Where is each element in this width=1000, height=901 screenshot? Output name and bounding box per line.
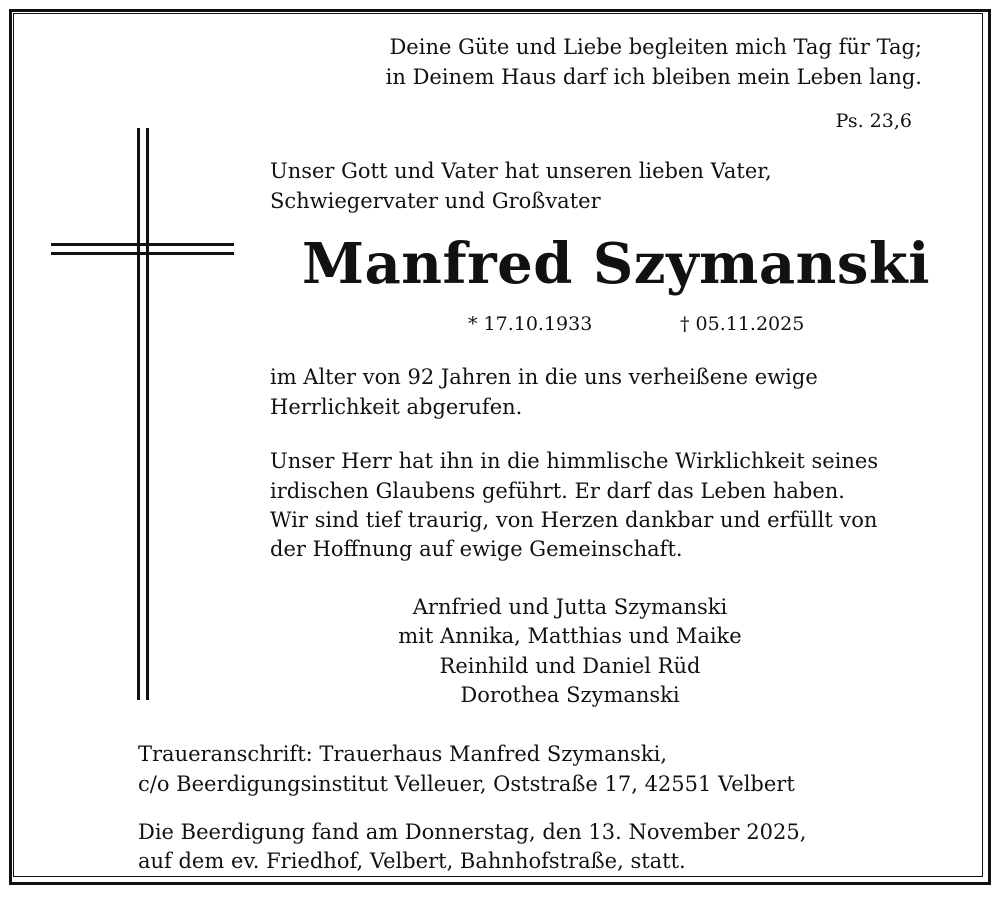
psalm-line-1: Deine Güte und Liebe begleiten mich Tag für Tag; bbox=[389, 35, 922, 59]
intro-line-1: Unser Gott und Vater hat unseren lieben Vater, bbox=[270, 159, 772, 183]
psalm-line-2: in Deinem Haus darf ich bleiben mein Leben lang. bbox=[385, 65, 922, 89]
cross-horizontal-beam bbox=[51, 243, 234, 255]
mourner-line: Arnfried und Jutta Szymanski bbox=[412, 595, 728, 619]
cross-vertical-beam bbox=[137, 128, 149, 700]
faith-text-line-2: irdischen Glaubens geführt. Er darf das Leben haben. bbox=[270, 479, 845, 503]
mourner-line: mit Annika, Matthias und Maike bbox=[398, 624, 742, 648]
death-date: † 05.11.2025 bbox=[680, 313, 805, 335]
faith-text-line-4: der Hoffnung auf ewige Gemeinschaft. bbox=[270, 537, 683, 561]
birth-date: * 17.10.1933 bbox=[468, 313, 593, 335]
faith-text-line-1: Unser Herr hat ihn in die himmlische Wirklichkeit seines bbox=[270, 449, 879, 473]
psalm-reference: Ps. 23,6 bbox=[835, 110, 912, 132]
funeral-line-2: auf dem ev. Friedhof, Velbert, Bahnhofstraße, statt. bbox=[138, 849, 686, 873]
mourner-line: Reinhild und Daniel Rüd bbox=[439, 654, 701, 678]
deceased-name: Manfred Szymanski bbox=[302, 231, 930, 297]
faith-text-line-3: Wir sind tief traurig, von Herzen dankbar und erfüllt von bbox=[270, 508, 878, 532]
intro-line-2: Schwiegervater und Großvater bbox=[270, 189, 601, 213]
age-text-line-1: im Alter von 92 Jahren in die uns verheißene ewige bbox=[270, 365, 818, 389]
funeral-line-1: Die Beerdigung fand am Donnerstag, den 13. November 2025, bbox=[138, 820, 807, 844]
mourner-line: Dorothea Szymanski bbox=[460, 683, 680, 707]
address-line-1: Traueranschrift: Trauerhaus Manfred Szymanski, bbox=[138, 742, 668, 766]
age-text-line-2: Herrlichkeit abgerufen. bbox=[270, 395, 523, 419]
address-line-2: c/o Beerdigungsinstitut Velleuer, Oststraße 17, 42551 Velbert bbox=[138, 772, 795, 796]
